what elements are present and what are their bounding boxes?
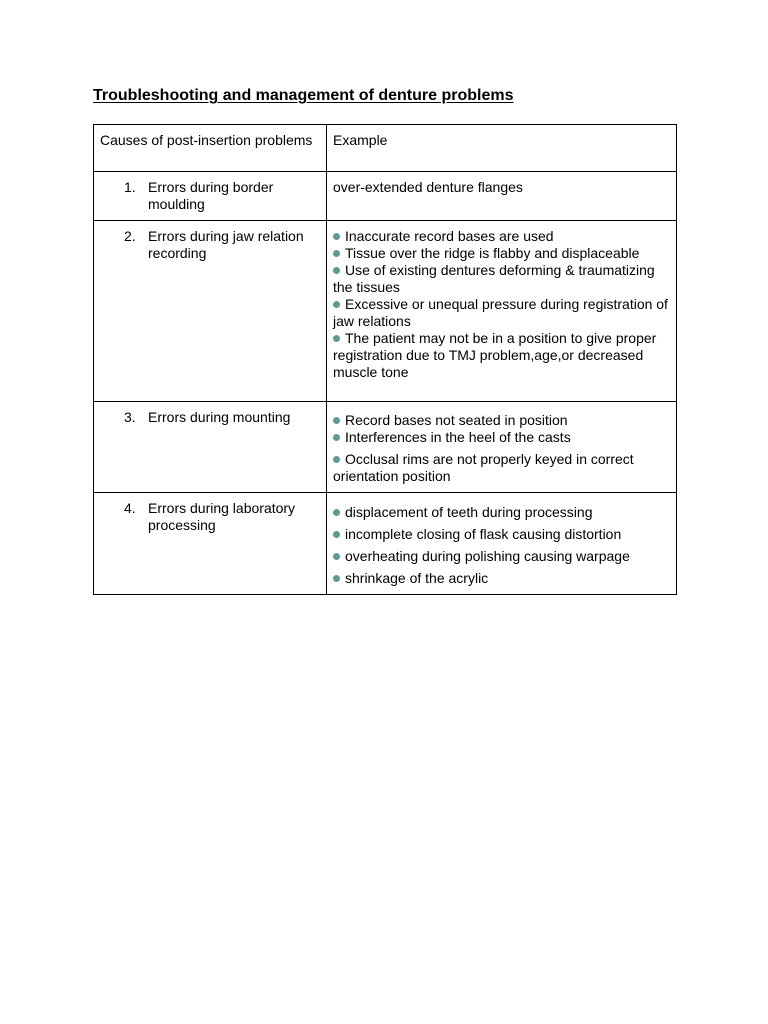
round-bullet-icon — [333, 301, 340, 308]
list-item: Excessive or unequal pressure during registration of jaw relations — [333, 296, 668, 329]
example-text: over-extended denture flanges — [333, 179, 523, 195]
example-cell — [327, 493, 677, 595]
cause-text: Errors during laboratory processing — [148, 500, 296, 533]
row-number: 3. — [124, 409, 136, 425]
round-bullet-icon — [333, 233, 340, 240]
header-example: Example — [327, 125, 677, 172]
round-bullet-icon — [333, 531, 340, 538]
list-item: overheating during polishing causing warpage — [333, 548, 670, 565]
round-bullet-icon — [333, 456, 340, 463]
header-cause: Causes of post-insertion problems — [94, 125, 327, 172]
table-row — [94, 172, 677, 221]
troubleshooting-table — [93, 124, 677, 595]
cause-text: Errors during jaw relation recording — [148, 228, 304, 261]
round-bullet-icon — [333, 267, 340, 274]
table-row — [94, 402, 677, 493]
example-cell — [327, 221, 677, 402]
cause-cell — [94, 402, 327, 493]
table-row — [94, 493, 677, 595]
round-bullet-icon — [333, 434, 340, 441]
list-item: Record bases not seated in position — [333, 412, 670, 429]
cause-cell — [94, 172, 327, 221]
list-item: The patient may not be in a position to give proper registration due to TMJ problem,age,or decreased muscle tone — [333, 330, 657, 380]
example-cell — [327, 172, 677, 221]
cause-cell — [94, 493, 327, 595]
round-bullet-icon — [333, 575, 340, 582]
list-item: shrinkage of the acrylic — [333, 570, 670, 587]
round-bullet-icon — [333, 335, 340, 342]
table-row — [94, 221, 677, 402]
row-number: 1. — [124, 179, 136, 195]
list-item: incomplete closing of flask causing distortion — [333, 526, 670, 543]
round-bullet-icon — [333, 553, 340, 560]
list-item: Use of existing dentures deforming & traumatizing the tissues — [333, 262, 655, 295]
example-cell — [327, 402, 677, 493]
row-number: 4. — [124, 500, 136, 516]
cause-text: Errors during mounting — [148, 409, 291, 425]
list-item: Occlusal rims are not properly keyed in correct orientation position — [333, 451, 634, 484]
row-number: 2. — [124, 228, 136, 244]
round-bullet-icon — [333, 250, 340, 257]
round-bullet-icon — [333, 509, 340, 516]
cause-cell — [94, 221, 327, 402]
list-item: Interferences in the heel of the casts — [333, 429, 670, 446]
list-item: Tissue over the ridge is flabby and displaceable — [333, 245, 670, 262]
round-bullet-icon — [333, 417, 340, 424]
list-item: Inaccurate record bases are used — [333, 228, 670, 245]
table-header-row — [94, 125, 677, 172]
list-item: displacement of teeth during processing — [333, 504, 670, 521]
cause-text: Errors during border moulding — [148, 179, 274, 212]
page-title: Troubleshooting and management of denture problems — [93, 87, 514, 104]
